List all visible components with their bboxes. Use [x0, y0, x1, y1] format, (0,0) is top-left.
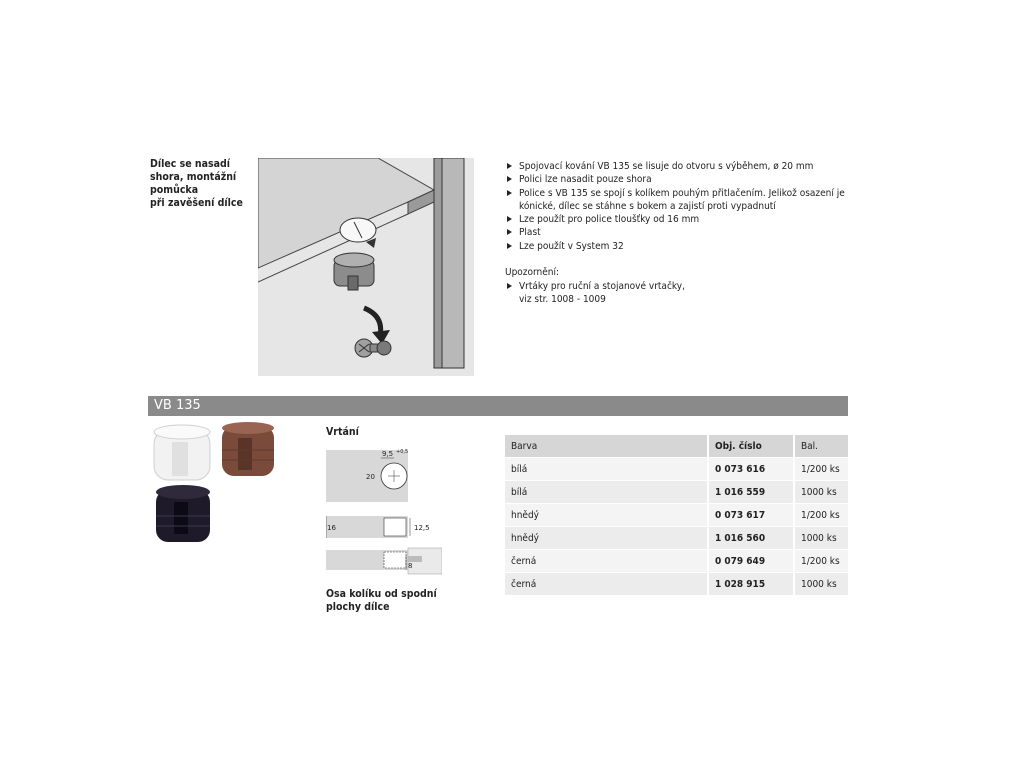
- cell-package: 1000 ks: [794, 527, 848, 550]
- caption-line: pomůcka: [150, 184, 199, 196]
- mounting-caption: [150, 158, 270, 210]
- brown-connector: [222, 422, 274, 476]
- feature-list: [505, 160, 855, 253]
- cell-package: 1000 ks: [794, 481, 848, 504]
- black-connector: [156, 485, 210, 542]
- note-list: [505, 280, 805, 307]
- product-band: [148, 396, 848, 416]
- cell-color: černá: [505, 550, 708, 573]
- bullet-arrow-icon: [507, 176, 512, 182]
- offset-label: 9,5: [382, 450, 394, 458]
- mounting-illustration: [258, 158, 474, 376]
- table-row: [505, 527, 848, 550]
- note-item: Vrtáky pro ruční a stojanové vrtačky, viz str. 1008 - 1009: [505, 280, 805, 307]
- drilling-caption: [326, 588, 446, 614]
- diameter-label: 20: [366, 473, 375, 481]
- white-connector: [154, 425, 210, 480]
- cell-color: bílá: [505, 481, 708, 504]
- drilling-drawing: [326, 444, 442, 580]
- thickness-label: 16: [327, 524, 336, 532]
- drilling-title: Vrtání: [326, 426, 359, 438]
- bullet-arrow-icon: [507, 283, 512, 289]
- table-row: [505, 481, 848, 504]
- note-heading: Upozornění:: [505, 267, 560, 278]
- bullet-arrow-icon: [507, 216, 512, 222]
- bullet-arrow-icon: [507, 243, 512, 249]
- offset-tolerance: +0,5: [396, 449, 409, 455]
- feature-item: Police s VB 135 se spojí s kolíkem pouhým přitlačením. Jelikož osazení je kónické, dílec se stáhne s bokem a zajistí proti vypadnutí: [505, 187, 855, 214]
- product-photos: [148, 420, 278, 550]
- feature-item: Lze použít pro police tloušťky od 16 mm: [505, 213, 855, 226]
- cell-order-number: 1 028 915: [708, 573, 794, 596]
- cell-package: 1/200 ks: [794, 550, 848, 573]
- caption-line: plochy dílce: [326, 601, 390, 613]
- cell-color: hnědý: [505, 504, 708, 527]
- table-row: [505, 504, 848, 527]
- table-header-row: [505, 435, 848, 458]
- header-package: Bal.: [794, 435, 848, 458]
- caption-line: Dílec se nasadí: [150, 158, 231, 170]
- cell-color: černá: [505, 573, 708, 596]
- cell-order-number: 1 016 560: [708, 527, 794, 550]
- table-row: [505, 458, 848, 481]
- product-title: VB 135: [154, 398, 201, 413]
- caption-line: Osa kolíku od spodní: [326, 588, 437, 600]
- table-row: [505, 573, 848, 596]
- header-color: Barva: [505, 435, 708, 458]
- feature-item: Lze použít v System 32: [505, 240, 855, 253]
- feature-item: Plast: [505, 226, 855, 239]
- cell-color: bílá: [505, 458, 708, 481]
- feature-item: Spojovací kování VB 135 se lisuje do otvoru s výběhem, ø 20 mm: [505, 160, 855, 173]
- feature-item: Polici lze nasadit pouze shora: [505, 173, 855, 186]
- cell-order-number: 0 073 617: [708, 504, 794, 527]
- order-table: [505, 435, 848, 595]
- bullet-arrow-icon: [507, 190, 512, 196]
- cell-package: 1000 ks: [794, 573, 848, 596]
- cell-package: 1/200 ks: [794, 458, 848, 481]
- drilling-diagram: [326, 444, 442, 580]
- cell-order-number: 0 079 649: [708, 550, 794, 573]
- cell-order-number: 0 073 616: [708, 458, 794, 481]
- cell-color: hnědý: [505, 527, 708, 550]
- caption-line: shora, montážní: [150, 171, 237, 183]
- header-order-number: Obj. číslo: [708, 435, 794, 458]
- connector-images: [148, 420, 278, 550]
- axis-label: 8: [408, 562, 413, 570]
- cell-order-number: 1 016 559: [708, 481, 794, 504]
- bullet-arrow-icon: [507, 163, 512, 169]
- bullet-arrow-icon: [507, 229, 512, 235]
- caption-line: při zavěšení dílce: [150, 197, 243, 209]
- cell-package: 1/200 ks: [794, 504, 848, 527]
- mounting-drawing: [258, 158, 474, 376]
- table-row: [505, 550, 848, 573]
- depth-label: 12,5: [414, 524, 430, 532]
